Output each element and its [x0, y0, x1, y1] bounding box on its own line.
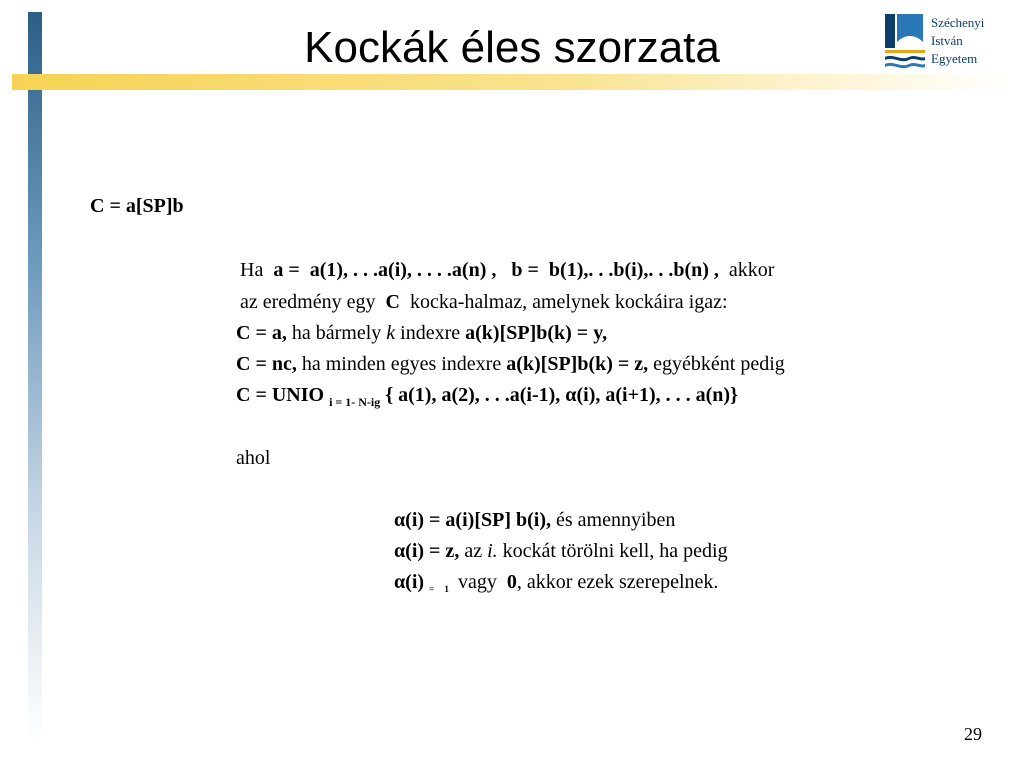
alpha-2-text1: az	[464, 540, 483, 562]
b-eq: b =	[511, 259, 539, 281]
slide-title	[0, 18, 1024, 78]
eredmeny-c: C	[385, 291, 400, 313]
a-sequence: a(1), . . .a(i), . . . .a(n) ,	[309, 259, 497, 281]
logo-line-1: Széchenyi	[931, 15, 985, 30]
logo-mark-icon	[883, 12, 927, 70]
rule-2	[236, 350, 785, 378]
rule-1	[236, 319, 607, 347]
ha-word: Ha	[240, 259, 264, 281]
rule-3-subscript: i = 1- N-ig	[329, 395, 381, 409]
eredmeny-pre: az eredmény egy	[240, 291, 376, 313]
b-sequence: b(1),. . .b(i),. . .b(n) ,	[548, 259, 719, 281]
rule-1-formula: a(k)[SP]b(k) = y,	[465, 322, 608, 344]
logo-line-3: Egyetem	[931, 51, 978, 66]
heading-formula: C = a[SP]b	[90, 195, 184, 217]
alpha-3-text: , akkor ezek szerepelnek.	[516, 571, 719, 593]
a-eq: a =	[273, 259, 300, 281]
left-decor-bar	[28, 12, 42, 740]
akkor-word: akkor	[728, 259, 775, 281]
slide-title-text: Kockák éles szorzata	[304, 23, 720, 72]
ahol-word: ahol	[236, 447, 271, 469]
alpha-2-text2: kockát törölni kell, ha pedig	[502, 540, 728, 562]
rule-1-text1: ha bármely	[291, 322, 382, 344]
eredmeny-post: kocka-halmaz, amelynek kockáira igaz:	[409, 291, 728, 313]
alpha-line-2	[394, 537, 728, 565]
rule-2-text1: ha minden egyes indexre	[301, 353, 502, 375]
alpha-2-formula: α(i) = z,	[394, 540, 460, 562]
alpha-line-3	[394, 568, 718, 603]
alpha-1-text: és amennyiben	[555, 509, 676, 531]
logo-text	[931, 14, 984, 68]
university-logo	[883, 12, 1013, 72]
alpha-3-subscript: = 1	[429, 584, 453, 594]
rule-3	[236, 381, 738, 416]
rule-3-formula: { a(1), a(2), . . .a(i-1), α(i), a(i+1), . . . a(n)}	[385, 384, 738, 406]
page-number: 29	[964, 724, 982, 744]
rule-2-formula: a(k)[SP]b(k) = z,	[506, 353, 649, 375]
rule-3-c: C = UNIO	[236, 384, 325, 406]
rule-2-text2: egyébként pedig	[653, 353, 785, 375]
alpha-2-i: i.	[487, 540, 498, 562]
alpha-1-formula: α(i) = a(i)[SP] b(i),	[394, 509, 551, 531]
eredmeny-line	[240, 288, 728, 316]
rule-1-c: C = a,	[236, 322, 287, 344]
rule-2-c: C = nc,	[236, 353, 297, 375]
logo-line-2: István	[931, 33, 963, 48]
alpha-3-formula: α(i)	[394, 571, 425, 593]
ha-line	[240, 256, 774, 284]
alpha-3-vagy: vagy	[457, 571, 497, 593]
alpha-3-zero: 0	[506, 571, 517, 593]
rule-1-text2: indexre	[400, 322, 461, 344]
rule-1-k: k	[386, 322, 396, 344]
alpha-line-1	[394, 506, 675, 534]
